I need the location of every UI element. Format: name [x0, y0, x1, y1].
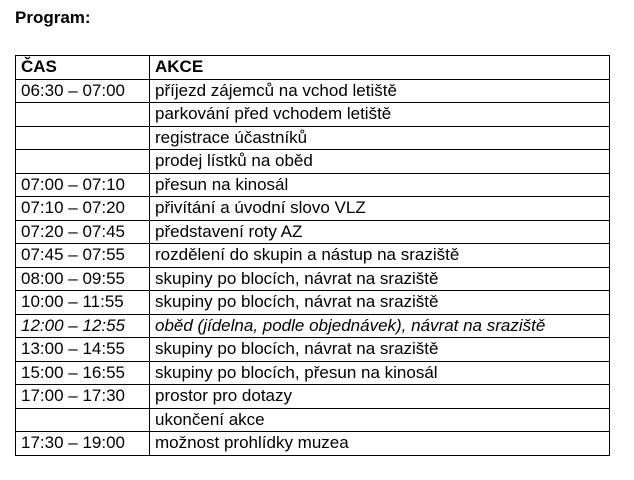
action-cell: prostor pro dotazy: [150, 385, 610, 409]
time-cell: [16, 103, 150, 127]
time-cell: 07:20 – 07:45: [16, 220, 150, 244]
table-row: [16, 126, 610, 150]
table-row: [16, 103, 610, 127]
action-cell: přivítání a úvodní slovo VLZ: [150, 197, 610, 221]
time-cell: [16, 408, 150, 432]
table-row: [16, 408, 610, 432]
table-row: [16, 173, 610, 197]
table-row: [16, 220, 610, 244]
column-header-action: AKCE: [150, 56, 610, 80]
column-header-time: ČAS: [16, 56, 150, 80]
time-cell: 15:00 – 16:55: [16, 361, 150, 385]
action-cell: prodej lístků na oběd: [150, 150, 610, 174]
action-cell: registrace účastníků: [150, 126, 610, 150]
action-cell: skupiny po blocích, návrat na sraziště: [150, 291, 610, 315]
action-cell: možnost prohlídky muzea: [150, 432, 610, 456]
table-row: [16, 432, 610, 456]
action-cell: rozdělení do skupin a nástup na sraziště: [150, 244, 610, 268]
table-row: [16, 314, 610, 338]
time-cell: 12:00 – 12:55: [16, 314, 150, 338]
time-cell: 10:00 – 11:55: [16, 291, 150, 315]
table-row: [16, 197, 610, 221]
table-row: [16, 150, 610, 174]
action-cell: parkování před vchodem letiště: [150, 103, 610, 127]
table-row: [16, 338, 610, 362]
schedule-body: [16, 79, 610, 455]
page-title: Program:: [15, 8, 91, 27]
action-cell: skupiny po blocích, přesun na kinosál: [150, 361, 610, 385]
action-cell: skupiny po blocích, návrat na sraziště: [150, 338, 610, 362]
time-cell: 13:00 – 14:55: [16, 338, 150, 362]
time-cell: [16, 126, 150, 150]
action-cell: skupiny po blocích, návrat na sraziště: [150, 267, 610, 291]
time-cell: [16, 150, 150, 174]
action-cell: příjezd zájemců na vchod letiště: [150, 79, 610, 103]
table-row: [16, 291, 610, 315]
table-header-row: [16, 56, 610, 80]
schedule-table: [15, 55, 610, 456]
action-cell: oběd (jídelna, podle objednávek), návrat na sraziště: [150, 314, 610, 338]
time-cell: 07:10 – 07:20: [16, 197, 150, 221]
table-row: [16, 361, 610, 385]
time-cell: 17:30 – 19:00: [16, 432, 150, 456]
time-cell: 07:00 – 07:10: [16, 173, 150, 197]
table-row: [16, 79, 610, 103]
action-cell: představení roty AZ: [150, 220, 610, 244]
table-row: [16, 244, 610, 268]
time-cell: 06:30 – 07:00: [16, 79, 150, 103]
action-cell: přesun na kinosál: [150, 173, 610, 197]
time-cell: 08:00 – 09:55: [16, 267, 150, 291]
time-cell: 07:45 – 07:55: [16, 244, 150, 268]
time-cell: 17:00 – 17:30: [16, 385, 150, 409]
action-cell: ukončení akce: [150, 408, 610, 432]
table-row: [16, 385, 610, 409]
table-row: [16, 267, 610, 291]
